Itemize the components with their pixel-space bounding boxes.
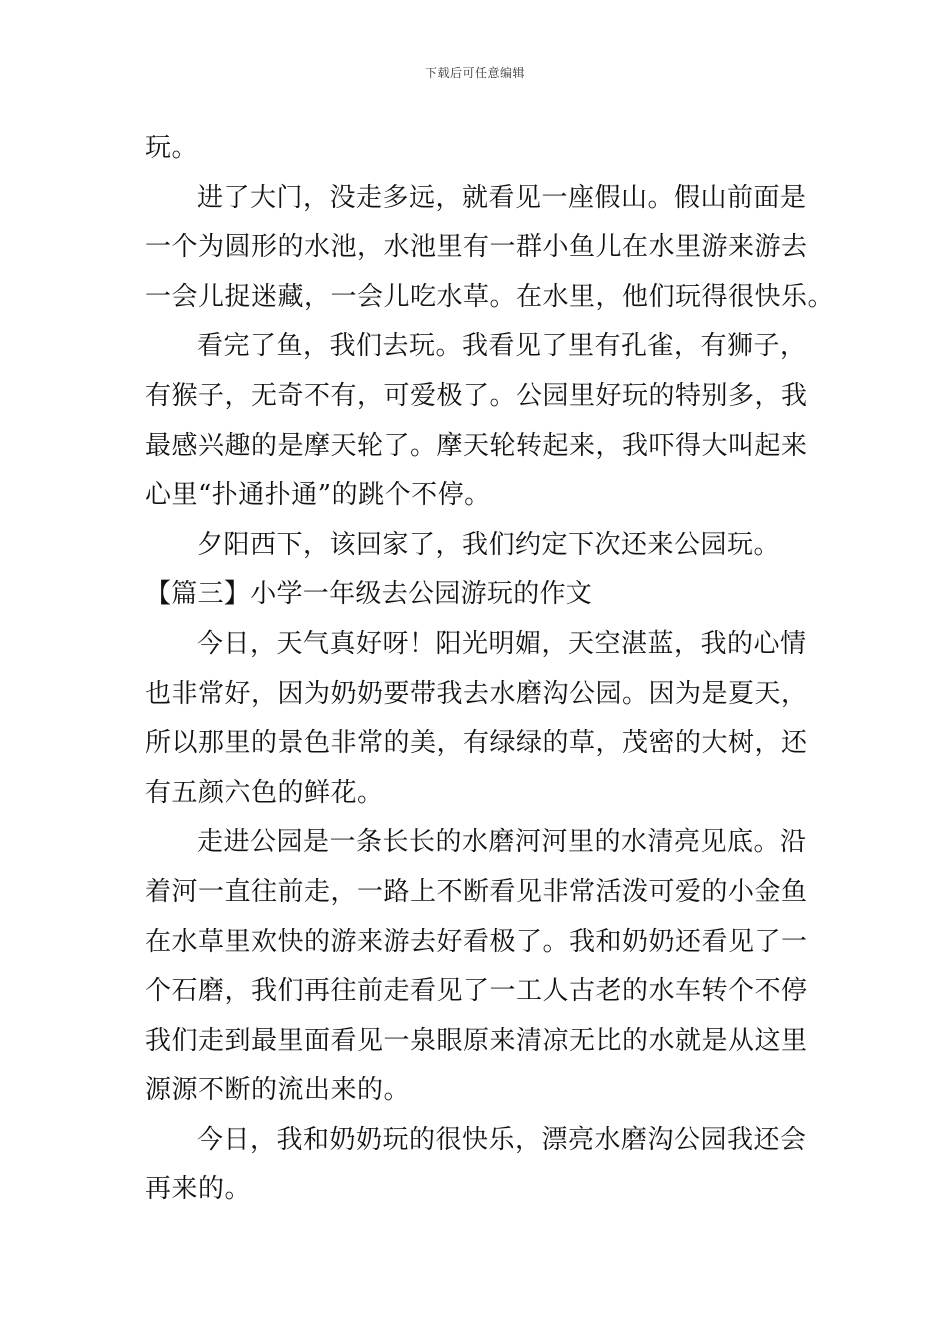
text-line: 今日，我和奶奶玩的很快乐，漂亮水磨沟公园我还会	[197, 1124, 807, 1155]
text-line: 心里“扑通扑通”的跳个不停。	[145, 480, 491, 511]
text-line: 源源不断的流出来的。	[145, 1075, 411, 1106]
text-line: 所以那里的景色非常的美，有绿绿的草，茂密的大树，还	[145, 728, 808, 759]
text-line: 也非常好，因为奶奶要带我去水磨沟公园。因为是夏天，	[145, 678, 808, 709]
text-line: 我们走到最里面看见一泉眼原来清凉无比的水就是从这里	[145, 1025, 808, 1056]
text-line: 玩。	[145, 133, 199, 163]
text-line: 看完了鱼，我们去玩。我看见了里有孔雀，有狮子，	[197, 331, 807, 362]
text-line: 再来的。	[145, 1174, 252, 1205]
text-line: 走进公园是一条长长的水磨河河里的水清亮见底。沿	[197, 827, 807, 858]
text-line: 在水草里欢快的游来游去好看极了。我和奶奶还看见了一	[145, 926, 808, 957]
text-line: 今日，天气真好呀！阳光明媚，天空湛蓝，我的心情	[197, 628, 807, 659]
text-line: 最感兴趣的是摩天轮了。摩天轮转起来，我吓得大叫起来	[145, 430, 808, 461]
essay-body	[145, 124, 835, 1215]
text-line: 夕阳西下，该回家了，我们约定下次还来公园玩。	[197, 529, 781, 560]
text-line: 一会儿捉迷藏，一会儿吃水草。在水里，他们玩得很快乐。	[145, 281, 835, 312]
text-line: 进了大门，没走多远，就看见一座假山。假山前面是	[197, 182, 807, 213]
text-line: 有五颜六色的鲜花。	[145, 777, 384, 808]
page-header: 下载后可任意编辑	[424, 66, 525, 80]
text-line: 一个为圆形的水池，水池里有一群小鱼儿在水里游来游去	[145, 232, 808, 263]
text-line: 个石磨，我们再往前走看见了一工人古老的水车转个不停	[145, 976, 808, 1007]
text-line: 有猴子，无奇不有，可爱极了。公园里好玩的特别多，我	[145, 380, 808, 411]
text-line: 着河一直往前走，一路上不断看见非常活泼可爱的小金鱼	[145, 876, 808, 907]
section-heading: 【篇三】小学一年级去公园游玩的作文	[145, 579, 593, 610]
